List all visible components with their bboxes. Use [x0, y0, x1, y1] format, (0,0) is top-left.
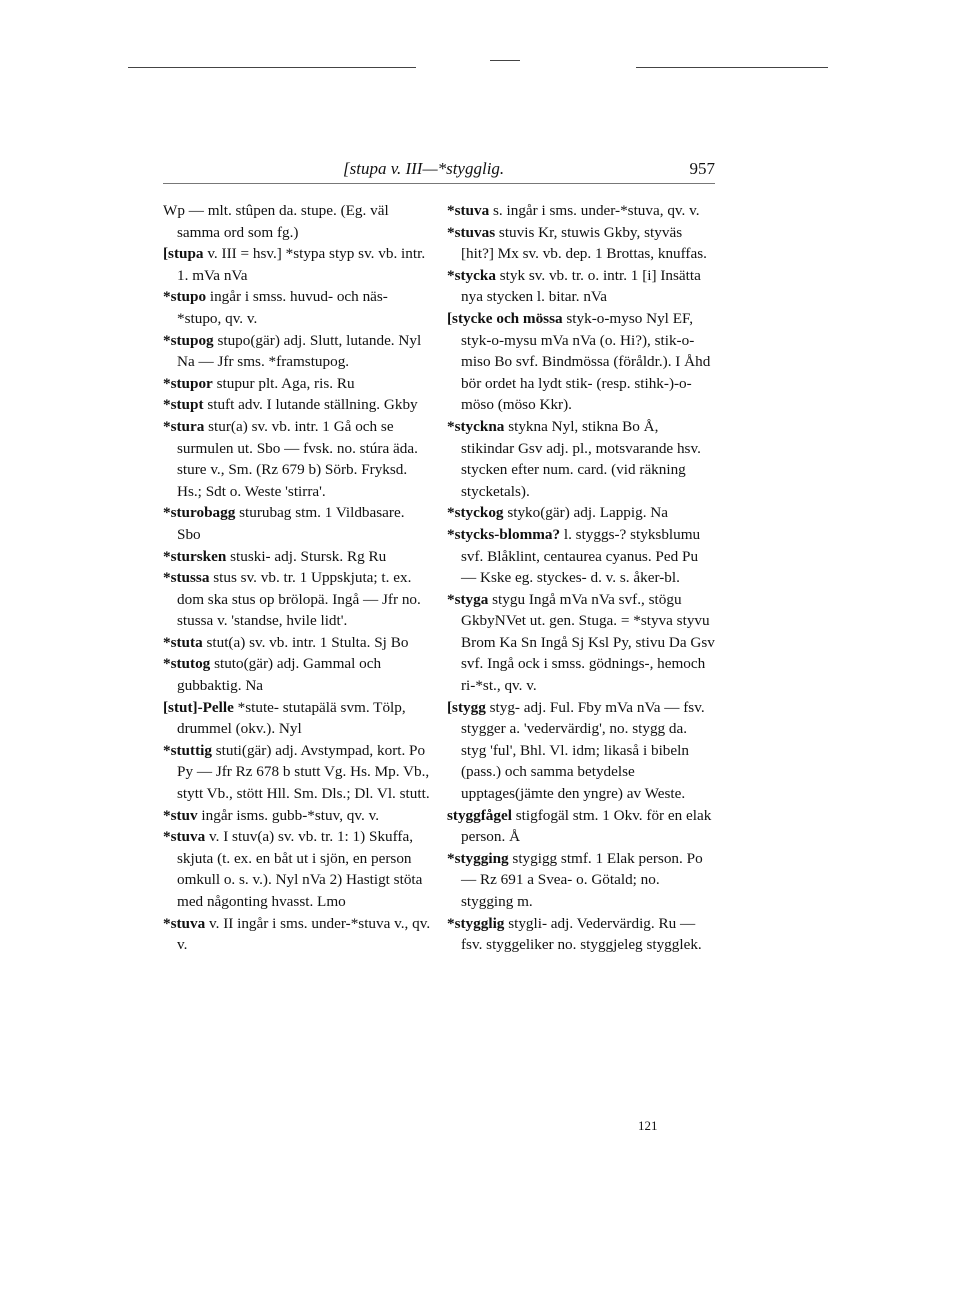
entry-text: styk sv. vb. tr. o. intr. 1 [i] Insätta nya stycken l. bitar. nVa: [461, 266, 701, 306]
entry-text: v. II ingår i sms. under-*stuva v., qv. v.: [177, 914, 431, 954]
top-rule-left: [128, 67, 416, 68]
entry-text: stuto(gär) adj. Gammal och gubbaktig. Na: [177, 655, 382, 695]
entry-headword: *stuva: [163, 914, 206, 932]
entry-text: stykna Nyl, stikna Bo Å, stikindar Gsv adj. pl., motsvarande hsv. stycken efter num. card. (vid räkning stycketals).: [461, 417, 701, 500]
entry-headword: [stut]-Pelle: [163, 698, 234, 716]
entry-text: ingår i smss. huvud- och näs-*stupo, qv. v.: [177, 288, 388, 327]
dictionary-entry: [447, 502, 715, 524]
entry-headword: *stutog: [163, 655, 211, 673]
running-header: [163, 157, 715, 184]
dictionary-entry: [163, 567, 431, 632]
entry-text: v. I stuv(a) sv. vb. tr. 1: 1) Skuffa, skjuta (t. ex. en båt ut i sjön, en person omkull o. s. v.). Nyl nVa 2) Hastigt stöta med någonting hvasst. Lmo: [177, 828, 423, 910]
entry-text: stut(a) sv. vb. intr. 1 Stulta. Sj Bo: [206, 633, 409, 651]
entry-text: s. ingår i sms. under-*stuva, qv. v.: [493, 202, 700, 219]
entry-text: ingår isms. gubb-*stuv, qv. v.: [201, 806, 380, 824]
dictionary-entry: [163, 373, 431, 395]
entry-headword: [stygg: [447, 698, 486, 716]
entry-text: stuski- adj. Stursk. Rg Ru: [230, 547, 387, 565]
entry-headword: [stupa: [163, 245, 204, 263]
dictionary-entry: [163, 243, 431, 286]
running-title: [stupa v. III—*stygglig.: [343, 159, 505, 178]
dictionary-entry: [447, 589, 715, 697]
entry-text: stygu Ingå mVa nVa svf., stögu GkbyNVet ut. gen. Stuga. = *styva styvu Brom Ka Sn Ingå Sj Ksl Py, stivu Da Gsv svf. Ingå ock i smss. gödnings-, hemoch ri-*st., qv. v.: [461, 590, 715, 695]
right-column: [447, 200, 715, 956]
signature-mark: 121: [638, 1118, 658, 1133]
entry-headword: *stygglig: [447, 914, 505, 932]
dictionary-entry: [447, 913, 715, 956]
entry-text: stuti(gär) adj. Avstympad, kort. Po Py — Jfr Rz 678 b stutt Vg. Hs. Mp. Vb., stytt Vb., stött Hll. Sm. Dls.; Dl. Vl. stutt.: [177, 741, 430, 803]
entry-headword: *stygging: [447, 849, 509, 867]
entry-text: *stute- stutapälä svm. Tölp, drummel (okv.). Nyl: [177, 698, 406, 738]
entry-headword: *stuva: [447, 202, 490, 219]
dictionary-entry: [447, 848, 715, 913]
dictionary-entry: [447, 200, 715, 222]
dictionary-entry: [163, 200, 431, 243]
entry-headword: *stupo: [163, 288, 207, 306]
entry-text: stuft adv. I lutande ställning. Gkby: [207, 396, 418, 414]
entry-headword: *styckna: [447, 417, 505, 435]
dictionary-entry: [447, 805, 715, 848]
dictionary-entry: [163, 805, 431, 827]
entry-headword: styggfågel: [447, 806, 512, 824]
entry-headword: *stursken: [163, 547, 227, 565]
dictionary-entry: [163, 502, 431, 545]
entry-text: sturubag stm. 1 Vildbasare. Sbo: [177, 504, 405, 543]
dictionary-entry: [447, 697, 715, 805]
entry-headword: *stuv: [163, 806, 198, 824]
entry-text: stupur plt. Aga, ris. Ru: [216, 374, 355, 392]
entry-text: styg- adj. Ful. Fby mVa nVa — fsv. stygger a. 'vedervärdig', no. stygg da. styg 'ful', Bhl. Vl. idm; likaså i bibeln (pass.) och samma betydelse upptages(jämte den yngre) av Weste.: [461, 698, 705, 803]
dictionary-entry: [447, 416, 715, 502]
entry-headword: *stuva: [163, 828, 206, 846]
entry-headword: *styckog: [447, 504, 504, 522]
left-column: [163, 200, 431, 956]
entry-headword: *stuta: [163, 633, 203, 651]
entry-headword: *stupor: [163, 374, 213, 392]
entry-text: styk-o-myso Nyl EF, styk-o-mysu mVa nVa (o. Hi?), stik-o-miso Bo svf. Bindmössa (föråldr.). I Åhd bör ordet ha lydt stik- (resp. stihk-)-o-mösо (möso Kkr).: [461, 309, 711, 414]
entry-headword: *stupt: [163, 396, 204, 414]
dictionary-entry: [163, 416, 431, 502]
entry-text: stur(a) sv. vb. intr. 1 Gå och se surmulen ut. Sbo — fvsk. no. stúra äda. sture v., Sm. (Rz 679 b) Sörb. Fryksd. Hs.; Sdt o. Weste 'stirra'.: [177, 417, 418, 500]
top-rule-right: [636, 67, 828, 68]
top-rule-mid: [490, 60, 520, 61]
entry-text: stuvis Kr, stuwis Gkby, styväs [hit?] Mx sv. vb. dep. 1 Brottas, knuffas.: [461, 223, 707, 263]
dictionary-entry: [163, 740, 431, 805]
dictionary-entry: [447, 524, 715, 589]
entry-text: stygigg stmf. 1 Elak person. Po — Rz 691 a Svea- o. Götald; no. stygging m.: [461, 849, 703, 910]
dictionary-entry: [447, 265, 715, 308]
dictionary-entry: [163, 697, 431, 740]
entry-headword: *stycka: [447, 266, 496, 284]
entry-text: stupo(gär) adj. Slutt, lutande. Nyl Na — Jfr sms. *framstupog.: [177, 331, 422, 371]
dictionary-entry: [163, 913, 431, 956]
entry-headword: *stuttig: [163, 741, 212, 759]
entry-text: Wp — mlt. stûpen da. stupe. (Eg. väl samma ord som fg.): [163, 202, 389, 241]
dictionary-entry: [163, 632, 431, 654]
entry-text: styko(gär) adj. Lappig. Na: [507, 504, 669, 522]
entry-headword: *styga: [447, 590, 489, 608]
entry-headword: *stycks-blomma?: [447, 525, 561, 543]
entry-text: stus sv. vb. tr. 1 Uppskjuta; t. ex. dom ska stus op brölopä. Ingå — Jfr no. stussa v. 'standse, hvile lidt'.: [177, 569, 421, 630]
dictionary-entry: [163, 653, 431, 696]
entry-text: stygli- adj. Vedervärdig. Ru — fsv. styggeliker no. styggjeleg stygglek.: [461, 914, 702, 954]
page-number: 957: [689, 159, 715, 178]
dictionary-entry: [163, 286, 431, 329]
entry-text: v. III = hsv.] *stypa styp sv. vb. intr. 1. mVa nVa: [177, 245, 426, 284]
entry-headword: *stupog: [163, 331, 214, 349]
dictionary-entry: [163, 826, 431, 912]
entry-headword: [stycke och mössa: [447, 309, 563, 327]
entry-headword: *stuvas: [447, 223, 496, 241]
entry-headword: *stura: [163, 417, 205, 435]
dictionary-entry: [447, 222, 715, 265]
dictionary-entry: [163, 330, 431, 373]
dictionary-entry: [163, 394, 431, 416]
dictionary-entry: [447, 308, 715, 416]
entry-headword: *stussa: [163, 569, 210, 587]
entry-headword: *sturobagg: [163, 504, 236, 522]
entry-text: l. styggs-? styksblumu svf. Blåklint, centaurea cyanus. Ped Pu — Kske eg. styckes- d. v. s. åker-bl.: [461, 525, 701, 587]
dictionary-entry: [163, 546, 431, 568]
entry-text: stigfogäl stm. 1 Okv. för en elak person. Å: [461, 806, 712, 846]
